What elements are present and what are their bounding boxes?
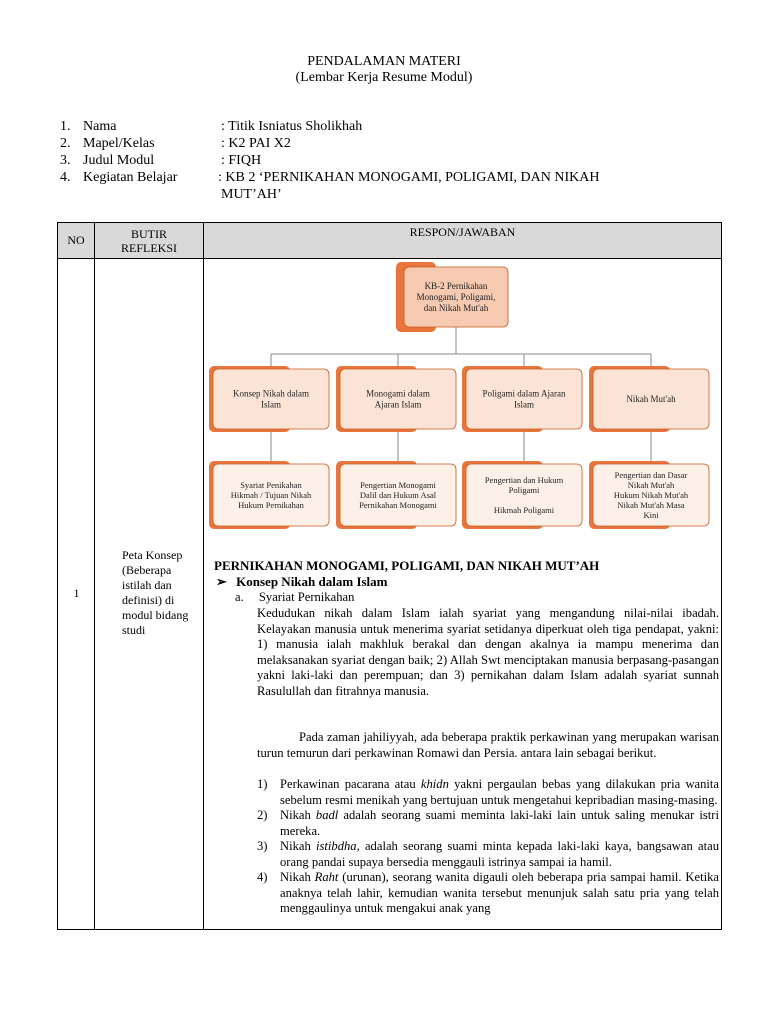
info-value: : KB 2 ‘PERNIKAHAN MONOGAMI, POLIGAMI, DAN NIKAH	[218, 170, 600, 185]
concept-level1-node	[209, 366, 329, 432]
list-term: badl	[315, 808, 339, 822]
concept-level1-node	[589, 366, 709, 432]
node-text: Poligami dalam Ajaran	[482, 388, 566, 399]
sub-heading	[216, 574, 721, 590]
item-a	[235, 590, 740, 606]
node-text: Islam	[514, 399, 534, 410]
node-text: Poligami	[508, 484, 540, 495]
list-term: Raht	[314, 870, 339, 884]
sub-heading-text: Konsep Nikah dalam Islam	[236, 574, 388, 589]
info-label: Judul Modul	[83, 153, 155, 168]
node-text: Monogami dalam	[366, 388, 430, 399]
cell-respon	[204, 259, 722, 930]
table-header-row	[58, 223, 722, 259]
concept-level2-node	[336, 461, 456, 529]
list-item	[257, 808, 719, 839]
butir-text: Peta Konsep (Beberapa istilah dan definisi) di modul bidang studi	[122, 548, 189, 637]
list-marker: 4)	[257, 870, 268, 884]
info-number: 4.	[60, 170, 71, 185]
list-term: khidn	[420, 777, 449, 791]
node-text: Nikah Mut'ah	[626, 394, 676, 405]
concept-level1-node	[462, 366, 582, 432]
node-text: Pengertian Monogami	[360, 479, 436, 490]
header-no: NO	[58, 223, 95, 259]
main-heading: PERNIKAHAN MONOGAMI, POLIGAMI, DAN NIKAH MUT’AH	[214, 558, 600, 573]
node-text: Hukum Pernikahan	[238, 499, 304, 510]
list-item	[257, 777, 719, 808]
info-number: 2.	[60, 136, 71, 151]
list-text: (urunan), seorang wanita digauli oleh beberapa pria sampai hamil. Ketika anaknya telah lahir, kemudian wanita tersebut menunjuk salah satu pria yang telah menggaulinya untuk mengakui anak yang	[280, 870, 719, 915]
identity-info	[0, 118, 768, 208]
node-text: Hikmah Poligami	[493, 504, 555, 515]
cell-butir	[95, 259, 204, 930]
header-respon: RESPON/JAWABAN	[204, 223, 722, 259]
list-text: Nikah	[280, 870, 315, 884]
info-number: 1.	[60, 119, 71, 134]
row-number: 1	[73, 586, 80, 600]
concept-map	[204, 259, 719, 549]
info-label: Nama	[83, 119, 117, 134]
list-text: Nikah	[280, 839, 316, 853]
concept-map-nodes	[209, 262, 709, 529]
list-item	[257, 839, 719, 870]
node-text: Dalil dan Hukum Asal	[359, 489, 437, 500]
node-text: Nikah Mut'ah Masa	[617, 499, 685, 510]
cell-no	[58, 259, 95, 930]
node-text: dan Nikah Mut'ah	[423, 303, 489, 313]
item-marker: a.	[235, 590, 244, 604]
bullet-arrow-icon: ➢	[216, 574, 227, 589]
node-text: Hikmah / Tujuan Nikah	[230, 489, 312, 500]
node-text: KB-2 Pernikahan	[424, 281, 488, 291]
info-label: Mapel/Kelas	[83, 136, 155, 151]
list-marker: 3)	[257, 839, 268, 853]
list-marker: 1)	[257, 777, 268, 791]
concept-root-node	[396, 262, 508, 332]
response-area	[204, 259, 721, 929]
node-text: Hukum Nikah Mut'ah	[613, 489, 689, 500]
page-subtitle: (Lembar Kerja Resume Modul)	[295, 70, 473, 85]
node-text: Islam	[261, 399, 281, 410]
list-text: , adalah seorang suami minta kepada laki-laki kaya, bangsawan atau orang pandai supaya bersedia menggauli istrinya sampai ia hamil.	[280, 839, 719, 869]
table-row	[58, 259, 722, 930]
info-label: Kegiatan Belajar	[83, 170, 178, 185]
concept-level2-node	[209, 461, 329, 529]
paragraph-1: Kedudukan nikah dalam Islam ialah syariat yang mengandung nilai-nilai ibadah. Kelayakan manusia untuk menerima syariat setidanya diperkuat oleh tiga pendapat, yakni: 1) manusia ialah makhluk berakal dan dengan akalnya ia mampu menerima dan melaksanakan syariat dengan baik; 2) Allah Swt menciptakan manusia berpasang-pasangan yakni laki-laki dan perempuan; dan 3) pernikahan dalam Islam adalah syariat sunnah Rasulullah dan fitrahnya manusia.	[257, 606, 719, 698]
node-text: Syariat Penikahan	[240, 479, 302, 490]
list-item	[257, 870, 719, 917]
paragraph-2: Pada zaman jahiliyyah, ada beberapa praktik perkawinan yang merupakan warisan turun temurun dari perkawinan Romawi dan Persia. antara lain sebagai berikut.	[257, 730, 719, 760]
list-text: Nikah	[280, 808, 316, 822]
concept-level1-node	[336, 366, 456, 432]
list-marker: 2)	[257, 808, 268, 822]
list-term: istibdha	[316, 839, 357, 853]
node-text: Pernikahan Monogami	[359, 499, 437, 510]
page-title: PENDALAMAN MATERI	[307, 54, 461, 69]
item-a-title: Syariat Pernikahan	[258, 590, 355, 604]
node-text: Monogami, Poligami,	[416, 292, 496, 302]
info-number: 3.	[60, 153, 71, 168]
node-text: Nikah Mut'ah	[627, 479, 675, 490]
concept-level2-node	[589, 461, 709, 529]
list-text: Perkawinan pacarana atau	[280, 777, 421, 791]
node-text: Ajaran Islam	[374, 399, 422, 410]
node-box	[466, 464, 582, 526]
info-value-continued: MUT’AH’	[221, 187, 282, 202]
info-value: : FIQH	[221, 153, 262, 168]
info-value: : K2 PAI X2	[221, 136, 291, 151]
list-text: adalah seorang suami meminta laki-laki lain untuk saling menukar istri mereka.	[280, 808, 719, 838]
reflection-table	[57, 222, 722, 930]
node-text: Pengertian dan Dasar	[614, 469, 688, 480]
concept-level2-node	[462, 461, 582, 529]
practice-list	[257, 777, 719, 927]
node-text: Kini	[643, 509, 659, 520]
header-butir: BUTIR REFLEKSI	[95, 223, 204, 259]
info-value: : Titik Isniatus Sholikhah	[221, 119, 363, 134]
node-text: Pengertian dan Hukum	[484, 474, 564, 485]
node-text: Konsep Nikah dalam	[233, 388, 309, 399]
list-text: yakni pergaulan bebas yang dilakukan pria wanita sebelum resmi menikah yang bertujuan untuk mengetahui kepribadian masing-masing.	[280, 777, 719, 807]
